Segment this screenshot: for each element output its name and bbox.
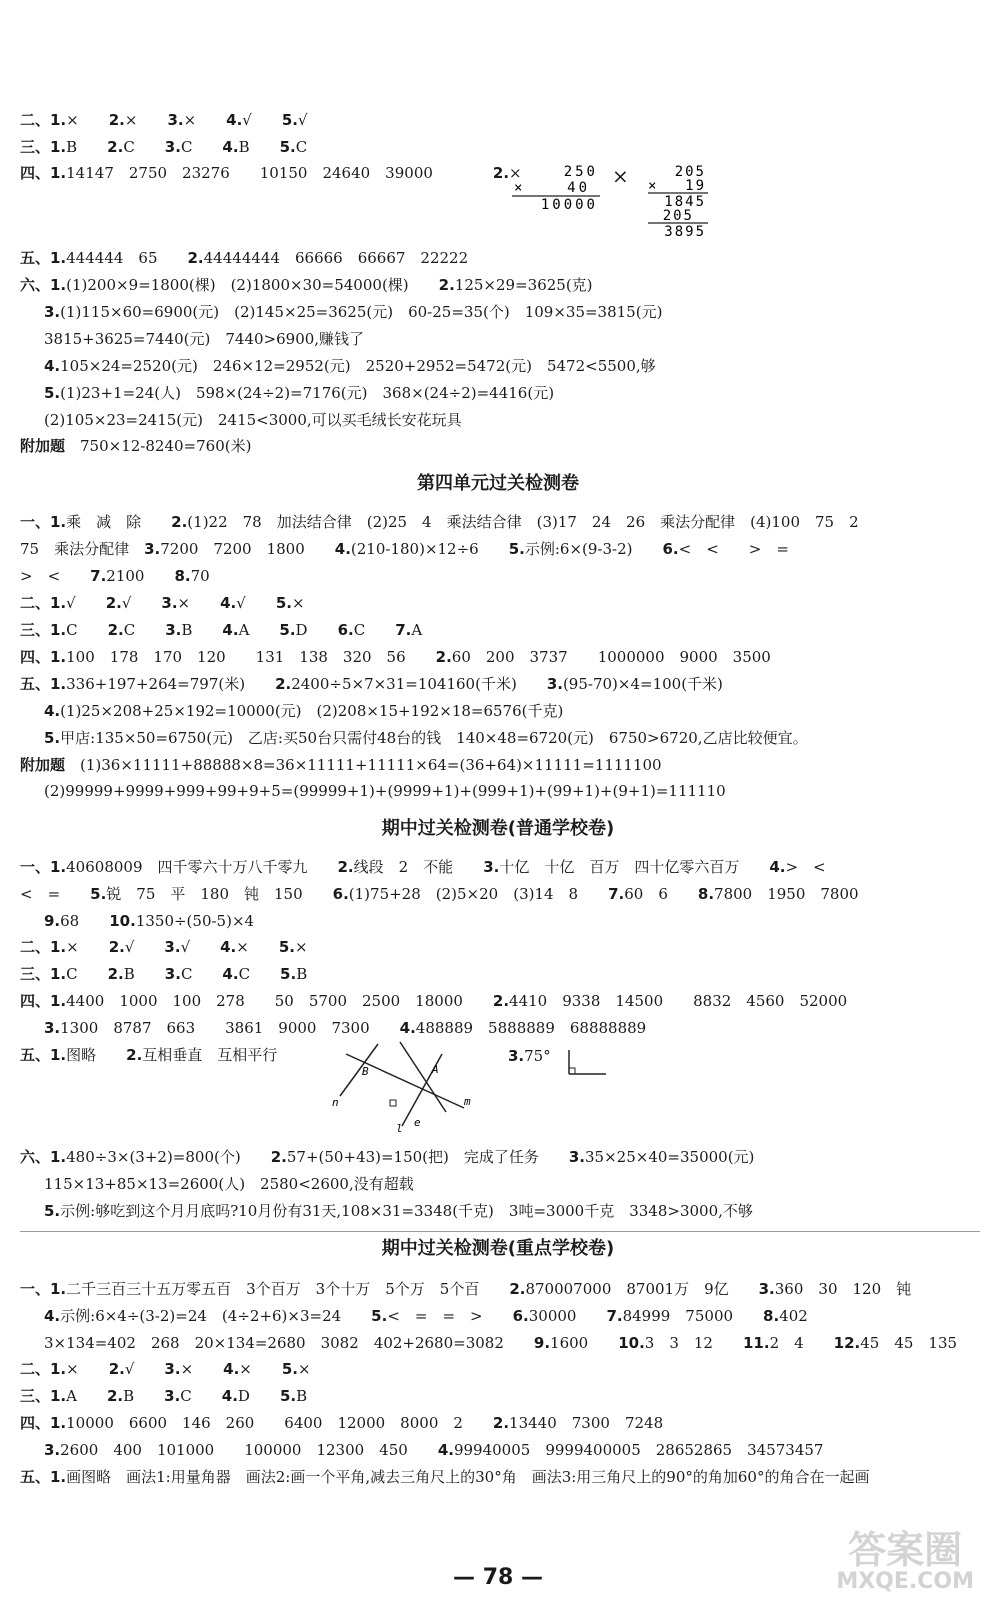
item-number: 10. bbox=[618, 1334, 645, 1352]
item-number: 2. bbox=[337, 858, 354, 876]
item-number: 4. bbox=[226, 111, 243, 129]
answer-text: 锐 75 平 180 钝 150 bbox=[106, 885, 333, 903]
item-number: 8. bbox=[763, 1307, 780, 1325]
answer-text: √ bbox=[242, 111, 282, 129]
answer-line bbox=[20, 566, 986, 586]
mult1-multiplier: 40 bbox=[567, 180, 590, 196]
right-angle-marker bbox=[390, 1100, 396, 1106]
item3-number: 3. bbox=[508, 1047, 525, 1065]
item-number: 7. bbox=[90, 567, 107, 585]
item-number: 3. bbox=[165, 621, 182, 639]
answer-text: 7200 7200 1800 bbox=[160, 540, 335, 558]
answer-text: B bbox=[296, 1387, 308, 1405]
answer-line bbox=[44, 701, 986, 721]
answer-text: (1)36×11111+88888×8=36×11111+11111×64=(36+64)×11111=1111100 bbox=[65, 756, 662, 774]
item-number: 3. bbox=[568, 1148, 586, 1166]
item-number: 12. bbox=[833, 1334, 861, 1352]
section-title: 第四单元过关检测卷 bbox=[417, 473, 579, 494]
item-number: 四、1. bbox=[20, 992, 67, 1010]
answer-text: 线段 2 不能 bbox=[353, 858, 484, 876]
item-number: 5. bbox=[508, 540, 525, 558]
answer-text: 画图略 画法1:用量角器 画法2:画一个平角,减去三角尺上的30°角 画法3:用三角尺上的90°的角加60°的角合在一起画 bbox=[66, 1468, 870, 1486]
label-A: A bbox=[432, 1063, 439, 1076]
answer-text: × bbox=[177, 594, 221, 612]
answer-text: 40608009 四千零六十万八千零九 bbox=[66, 858, 338, 876]
mult2-partial-2: 205 bbox=[662, 208, 694, 224]
answer-line bbox=[44, 1333, 986, 1353]
answer-line bbox=[20, 1467, 986, 1487]
answer-line bbox=[20, 620, 986, 640]
answer-text: 示例:够吃到这个月月底吗?10月份有31天,108×31=3348(千克) 3吨=3000千克 3348>3000,不够 bbox=[60, 1202, 753, 1220]
answer-text: A bbox=[411, 621, 423, 639]
answer-text: 60 6 bbox=[624, 885, 698, 903]
label-l: l bbox=[396, 1122, 403, 1132]
item-number: 三、1. bbox=[20, 138, 67, 156]
item-number: 4. bbox=[221, 1387, 238, 1405]
answer-text: 1600 bbox=[550, 1334, 619, 1352]
item-number: 五、1. bbox=[20, 249, 67, 267]
item-number: 5. bbox=[281, 111, 298, 129]
answer-text: 68 bbox=[60, 912, 110, 930]
item-number: 11. bbox=[742, 1334, 770, 1352]
answer-text: × bbox=[183, 111, 227, 129]
answer-line bbox=[44, 302, 986, 322]
answer-text: > < bbox=[20, 567, 91, 585]
answer-text: 44444444 66666 66667 22222 bbox=[203, 249, 469, 267]
answer-text: 100 178 170 120 131 138 320 56 bbox=[66, 648, 436, 666]
answer-line bbox=[20, 593, 986, 613]
item-number: 3. bbox=[483, 858, 500, 876]
item-number: 9. bbox=[533, 1334, 551, 1352]
item-number: 5. bbox=[44, 1202, 61, 1220]
item-number: 8. bbox=[697, 885, 715, 903]
mult2-result: 3895 bbox=[664, 224, 706, 240]
answer-line bbox=[44, 383, 986, 403]
item-number: 4. bbox=[220, 594, 237, 612]
answer-text: 4410 9338 14500 8832 4560 52000 bbox=[509, 992, 848, 1010]
item-number: 2. bbox=[126, 1046, 143, 1064]
answer-text: 70 bbox=[190, 567, 210, 585]
item-number: 2. bbox=[108, 111, 125, 129]
answer-text: 2400÷5×7×31=104160(千米) bbox=[291, 675, 547, 693]
item-number: 2. bbox=[438, 276, 455, 294]
item-number: 4. bbox=[437, 1441, 454, 1459]
item-number: 5. bbox=[90, 885, 107, 903]
item-number: 8. bbox=[174, 567, 191, 585]
item-number: 2. bbox=[108, 938, 125, 956]
answer-text: 3815+3625=7440(元) 7440>6900,赚钱了 bbox=[44, 330, 365, 348]
answer-line bbox=[20, 1359, 986, 1379]
item-number: 9. bbox=[44, 912, 61, 930]
answer-line bbox=[44, 356, 986, 376]
answer-line bbox=[44, 1018, 986, 1038]
answer-text: 3 3 12 bbox=[644, 1334, 743, 1352]
answer-text: 60 200 3737 1000000 9000 3500 bbox=[451, 648, 771, 666]
watermark-url: MXQE.COM bbox=[836, 1569, 974, 1594]
item-number: 5. bbox=[279, 138, 296, 156]
answer-line bbox=[20, 647, 986, 667]
item-number: 2. bbox=[107, 138, 124, 156]
answer-text: × bbox=[239, 1360, 282, 1378]
answer-line bbox=[20, 137, 986, 157]
mult1-result: 10000 bbox=[540, 197, 598, 213]
item-number: 5. bbox=[44, 384, 61, 402]
answer-line bbox=[20, 436, 986, 456]
item-number: 4. bbox=[44, 702, 61, 720]
answer-text: 3×134=402 268 20×134=2680 3082 402+2680=3082 bbox=[44, 1334, 534, 1352]
answer-line bbox=[44, 728, 986, 748]
answer-line bbox=[20, 512, 986, 532]
item-number: 附加题 bbox=[20, 437, 66, 455]
answer-line bbox=[20, 674, 986, 694]
answer-text: 360 30 120 钝 bbox=[774, 1280, 912, 1298]
answer-text: √ bbox=[236, 594, 276, 612]
answer-text: × bbox=[509, 164, 522, 182]
answer-text: 870007000 87001万 9亿 bbox=[525, 1280, 759, 1298]
answer-text: × bbox=[124, 111, 168, 129]
mult1-sign: × bbox=[514, 180, 523, 196]
answer-text: 甲店:135×50=6750(元) 乙店:买50台只需付48台的钱 140×48=6720(元) 6750>6720,乙店比较便宜。 bbox=[60, 729, 808, 747]
answer-text: (1)22 78 加法结合律 (2)25 4 乘法结合律 (3)17 24 26 乘法分配律 (4)100 75 2 bbox=[187, 513, 859, 531]
answer-text: 10000 6600 146 260 6400 12000 8000 2 bbox=[66, 1414, 493, 1432]
item-number: 5. bbox=[279, 621, 296, 639]
answer-text: 十亿 十亿 百万 四十亿零六百万 bbox=[499, 858, 770, 876]
label-n: n bbox=[332, 1096, 339, 1109]
item-number: 2. bbox=[107, 965, 124, 983]
watermark bbox=[836, 1530, 974, 1594]
answer-text: × bbox=[291, 594, 305, 612]
mult2-multiplier: 19 bbox=[685, 178, 706, 194]
item-number: 2. bbox=[171, 513, 188, 531]
item-number: 2. bbox=[106, 1387, 124, 1405]
answer-text: (2)99999+9999+999+99+9+5=(99999+1)+(9999+1)+(999+1)+(99+1)+(9+1)=111110 bbox=[44, 782, 726, 800]
answer-text: 45 45 135 bbox=[860, 1334, 958, 1352]
item-number: 一、1. bbox=[20, 858, 67, 876]
item-number: 3. bbox=[164, 965, 181, 983]
item-number: 2. bbox=[107, 621, 124, 639]
label-m: m bbox=[464, 1095, 471, 1108]
item-number: 3. bbox=[758, 1280, 775, 1298]
item-number: 3. bbox=[164, 1360, 181, 1378]
answer-line bbox=[20, 1413, 986, 1433]
answer-text: A bbox=[238, 621, 280, 639]
answer-text: B bbox=[66, 138, 108, 156]
answer-line bbox=[20, 755, 986, 775]
answer-text: × bbox=[66, 938, 109, 956]
label-e: e bbox=[414, 1116, 421, 1129]
item-number: 5. bbox=[275, 594, 292, 612]
item-number: 5. bbox=[44, 729, 61, 747]
answer-line bbox=[20, 1279, 986, 1299]
answer-text: × bbox=[180, 1360, 224, 1378]
item-number: 3. bbox=[144, 540, 161, 558]
label-B: B bbox=[362, 1065, 369, 1078]
answer-text: B bbox=[181, 621, 223, 639]
answer-text: (210-180)×12÷6 bbox=[350, 540, 509, 558]
section-divider bbox=[20, 1231, 980, 1232]
answer-line bbox=[20, 964, 986, 984]
answer-text: A bbox=[66, 1387, 107, 1405]
mult2-multiplicand: 205 bbox=[674, 164, 706, 180]
answer-text: B bbox=[238, 138, 280, 156]
answer-text: C bbox=[180, 965, 223, 983]
item-number: 四、1. bbox=[20, 648, 67, 666]
item-number: 5. bbox=[278, 938, 295, 956]
answer-text: 示例:6×4÷(3-2)=24 (4÷2+6)×3=24 bbox=[60, 1307, 372, 1325]
answer-text: C bbox=[123, 621, 166, 639]
answer-text: 二千三百三十五万零五百 3个百万 3个十万 5个万 5个百 bbox=[66, 1280, 510, 1298]
item-number: 2. bbox=[492, 164, 510, 182]
item3-angle: 75° bbox=[524, 1047, 551, 1065]
answer-text: 99940005 9999400005 28652865 34573457 bbox=[453, 1441, 824, 1459]
answer-text: × bbox=[66, 1360, 109, 1378]
answer-line bbox=[20, 991, 986, 1011]
item-number: 2. bbox=[492, 992, 510, 1010]
answer-text: D bbox=[237, 1387, 280, 1405]
item-number: 7. bbox=[608, 885, 625, 903]
item-number: 5. bbox=[279, 1387, 297, 1405]
answer-line bbox=[20, 1386, 986, 1406]
answer-text: 互相垂直 互相平行 bbox=[142, 1046, 278, 1064]
answer-text: 1350÷(50-5)×4 bbox=[135, 912, 255, 930]
answer-text: C bbox=[295, 138, 308, 156]
answer-text: 1300 8787 663 3861 9000 7300 bbox=[60, 1019, 400, 1037]
answer-text: × bbox=[294, 938, 308, 956]
answer-text: (1)23+1=24(人) 598×(24÷2)=7176(元) 368×(24÷2)=4416(元) bbox=[60, 384, 555, 402]
answer-text: C bbox=[66, 621, 108, 639]
item-number: 2. bbox=[509, 1280, 526, 1298]
answer-text: C bbox=[353, 621, 396, 639]
item-number: 一、1. bbox=[20, 513, 67, 531]
angle-marker bbox=[569, 1068, 575, 1074]
item-number: 2. bbox=[187, 249, 204, 267]
item-number: 2. bbox=[270, 1148, 287, 1166]
item-number: 2. bbox=[435, 648, 452, 666]
item-number: 6. bbox=[332, 885, 349, 903]
answer-text: 13440 7300 7248 bbox=[509, 1414, 664, 1432]
item-number: 三、1. bbox=[20, 621, 67, 639]
mult2-partial-1: 1845 bbox=[664, 194, 706, 210]
item-number: 四、1. bbox=[20, 1414, 67, 1432]
item-number: 3. bbox=[44, 1441, 61, 1459]
answer-text: √ bbox=[298, 111, 308, 129]
item-number: 3. bbox=[546, 675, 563, 693]
item-number: 7. bbox=[606, 1307, 623, 1325]
item-number: 二、1. bbox=[20, 938, 67, 956]
item-number: 六、1. bbox=[20, 1148, 67, 1166]
answer-text: 75 乘法分配律 bbox=[20, 540, 145, 558]
item-number: 4. bbox=[223, 1360, 240, 1378]
answer-text: 乘 减 除 bbox=[66, 513, 172, 531]
item-number: 5. bbox=[371, 1307, 388, 1325]
item-number: 三、1. bbox=[20, 1387, 67, 1405]
answer-line bbox=[20, 937, 986, 957]
answer-text: 115×13+85×13=2600(人) 2580<2600,没有超载 bbox=[44, 1175, 414, 1193]
answer-text: 402 bbox=[779, 1307, 808, 1325]
answer-text: B bbox=[296, 965, 308, 983]
item-number: 3. bbox=[161, 594, 178, 612]
item-number: 二、1. bbox=[20, 111, 67, 129]
answer-line bbox=[44, 410, 986, 430]
answer-line bbox=[20, 248, 986, 268]
item-number: 6. bbox=[512, 1307, 529, 1325]
item-number: 4. bbox=[222, 138, 239, 156]
item-number: 2. bbox=[275, 675, 292, 693]
answer-text: (2)105×23=2415(元) 2415<3000,可以买毛绒长安花玩具 bbox=[44, 411, 462, 429]
answer-line bbox=[44, 1201, 986, 1221]
answer-text: < = bbox=[20, 885, 91, 903]
cross-mark: × bbox=[612, 166, 629, 186]
item-number: 3. bbox=[164, 938, 181, 956]
item-number: 6. bbox=[662, 540, 679, 558]
item-number: 4. bbox=[222, 621, 239, 639]
answer-text: C bbox=[180, 1387, 222, 1405]
answer-text: C bbox=[180, 138, 223, 156]
item-number: 3. bbox=[44, 1019, 61, 1037]
answer-text: C bbox=[123, 138, 165, 156]
answer-line bbox=[44, 1174, 986, 1194]
item-number: 五、1. bbox=[20, 1468, 67, 1486]
answer-line bbox=[20, 884, 986, 904]
item-number: 5. bbox=[281, 1360, 298, 1378]
answer-line bbox=[44, 329, 986, 349]
answer-text: 57+(50+43)=150(把) 完成了任务 bbox=[286, 1148, 569, 1166]
item-number: 4. bbox=[769, 858, 786, 876]
answer-line bbox=[20, 857, 986, 877]
item-number: 二、1. bbox=[20, 1360, 67, 1378]
item-number: 3. bbox=[164, 1387, 181, 1405]
answer-text: × bbox=[298, 1360, 311, 1378]
answer-text: √ bbox=[66, 594, 106, 612]
section-title: 期中过关检测卷(普通学校卷) bbox=[381, 818, 615, 839]
answer-text: 444444 65 bbox=[66, 249, 188, 267]
item-number: 5. bbox=[280, 965, 297, 983]
answer-text: (1)115×60=6900(元) (2)145×25=3625(元) 60-25=35(个) 109×35=3815(元) bbox=[60, 303, 663, 321]
answer-line bbox=[44, 781, 986, 801]
item-number: 4. bbox=[222, 965, 239, 983]
item-number: 2. bbox=[105, 594, 122, 612]
answer-text: √ bbox=[180, 938, 221, 956]
answer-line bbox=[20, 1147, 986, 1167]
item-number: 2. bbox=[108, 1360, 125, 1378]
answer-text: B bbox=[123, 1387, 165, 1405]
item-number: 4. bbox=[44, 357, 61, 375]
answer-text: 488889 5888889 68888889 bbox=[415, 1019, 647, 1037]
answer-text: 480÷3×(3+2)=800(个) bbox=[66, 1148, 271, 1166]
answer-text: < = = > bbox=[387, 1307, 513, 1325]
answer-text: 30000 bbox=[528, 1307, 607, 1325]
answer-text: (95-70)×4=100(千米) bbox=[562, 675, 723, 693]
answer-text: D bbox=[295, 621, 338, 639]
item-number: 6. bbox=[337, 621, 354, 639]
answer-text: 84999 75000 bbox=[622, 1307, 764, 1325]
answer-text: (1)75+28 (2)5×20 (3)14 8 bbox=[348, 885, 609, 903]
answer-text: 2600 400 101000 100000 12300 450 bbox=[60, 1441, 438, 1459]
answer-line bbox=[20, 1045, 986, 1065]
answer-text: √ bbox=[121, 594, 162, 612]
item-number: 4. bbox=[334, 540, 351, 558]
answer-text: 4400 1000 100 278 50 5700 2500 18000 bbox=[66, 992, 493, 1010]
answer-text: √ bbox=[124, 938, 165, 956]
answer-text: 2100 bbox=[106, 567, 175, 585]
item-number: 三、1. bbox=[20, 965, 67, 983]
item-number: 2. bbox=[492, 1414, 510, 1432]
mult1-multiplicand: 250 bbox=[563, 164, 598, 180]
answer-line bbox=[44, 1440, 986, 1460]
answer-text: 7800 1950 7800 bbox=[714, 885, 859, 903]
answer-line bbox=[20, 275, 986, 295]
item-number: 7. bbox=[395, 621, 412, 639]
item-number: 五、1. bbox=[20, 675, 67, 693]
answer-text: 105×24=2520(元) 246×12=2952(元) 2520+2952=5472(元) 5472<5500,够 bbox=[60, 357, 656, 375]
answer-text: B bbox=[123, 965, 165, 983]
answer-line bbox=[20, 539, 986, 559]
item-number: 3. bbox=[44, 303, 61, 321]
answer-text: 14147 2750 23276 10150 24640 39000 bbox=[66, 164, 493, 182]
item-number: 4. bbox=[44, 1307, 61, 1325]
section-title: 期中过关检测卷(重点学校卷) bbox=[381, 1238, 615, 1259]
item-number: 一、1. bbox=[20, 1280, 67, 1298]
item-number: 4. bbox=[220, 938, 237, 956]
item-number: 4. bbox=[399, 1019, 416, 1037]
page-number: — 78 — bbox=[453, 1565, 543, 1590]
item-number: 3. bbox=[167, 111, 184, 129]
answer-line bbox=[44, 911, 986, 931]
item-number: 五、1. bbox=[20, 1046, 67, 1064]
answer-text: (1)25×208+25×192=10000(元) (2)208×15+192×18=6576(千克) bbox=[60, 702, 564, 720]
answer-text: C bbox=[66, 965, 108, 983]
answer-text: √ bbox=[124, 1360, 165, 1378]
answer-text: 125×29=3625(克) bbox=[454, 276, 593, 294]
answer-text: (1)200×9=1800(棵) (2)1800×30=54000(棵) bbox=[66, 276, 439, 294]
answer-text: 图略 bbox=[66, 1046, 127, 1064]
item-number: 3. bbox=[164, 138, 181, 156]
item-number: 四、1. bbox=[20, 164, 67, 182]
watermark-text: 答案圈 bbox=[848, 1528, 963, 1572]
item-number: 六、1. bbox=[20, 276, 67, 294]
answer-text: 336+197+264=797(米) bbox=[66, 675, 276, 693]
answer-text: × bbox=[66, 111, 109, 129]
mult2-sign: × bbox=[648, 178, 657, 194]
item-number: 二、1. bbox=[20, 594, 67, 612]
answer-text: 750×12-8240=760(米) bbox=[65, 437, 252, 455]
answer-text: 示例:6×(9-3-2) bbox=[524, 540, 663, 558]
item-number: 10. bbox=[109, 912, 136, 930]
item-number: 附加题 bbox=[20, 756, 66, 774]
answer-line bbox=[44, 1306, 986, 1326]
answer-text: × bbox=[236, 938, 279, 956]
answer-line bbox=[20, 110, 986, 130]
answer-text: < < > = bbox=[678, 540, 789, 558]
answer-text: 35×25×40=35000(元) bbox=[585, 1148, 755, 1166]
answer-text: > < bbox=[785, 858, 826, 876]
answer-line bbox=[20, 163, 986, 183]
answer-text: C bbox=[238, 965, 281, 983]
answer-text: 2 4 bbox=[769, 1334, 834, 1352]
